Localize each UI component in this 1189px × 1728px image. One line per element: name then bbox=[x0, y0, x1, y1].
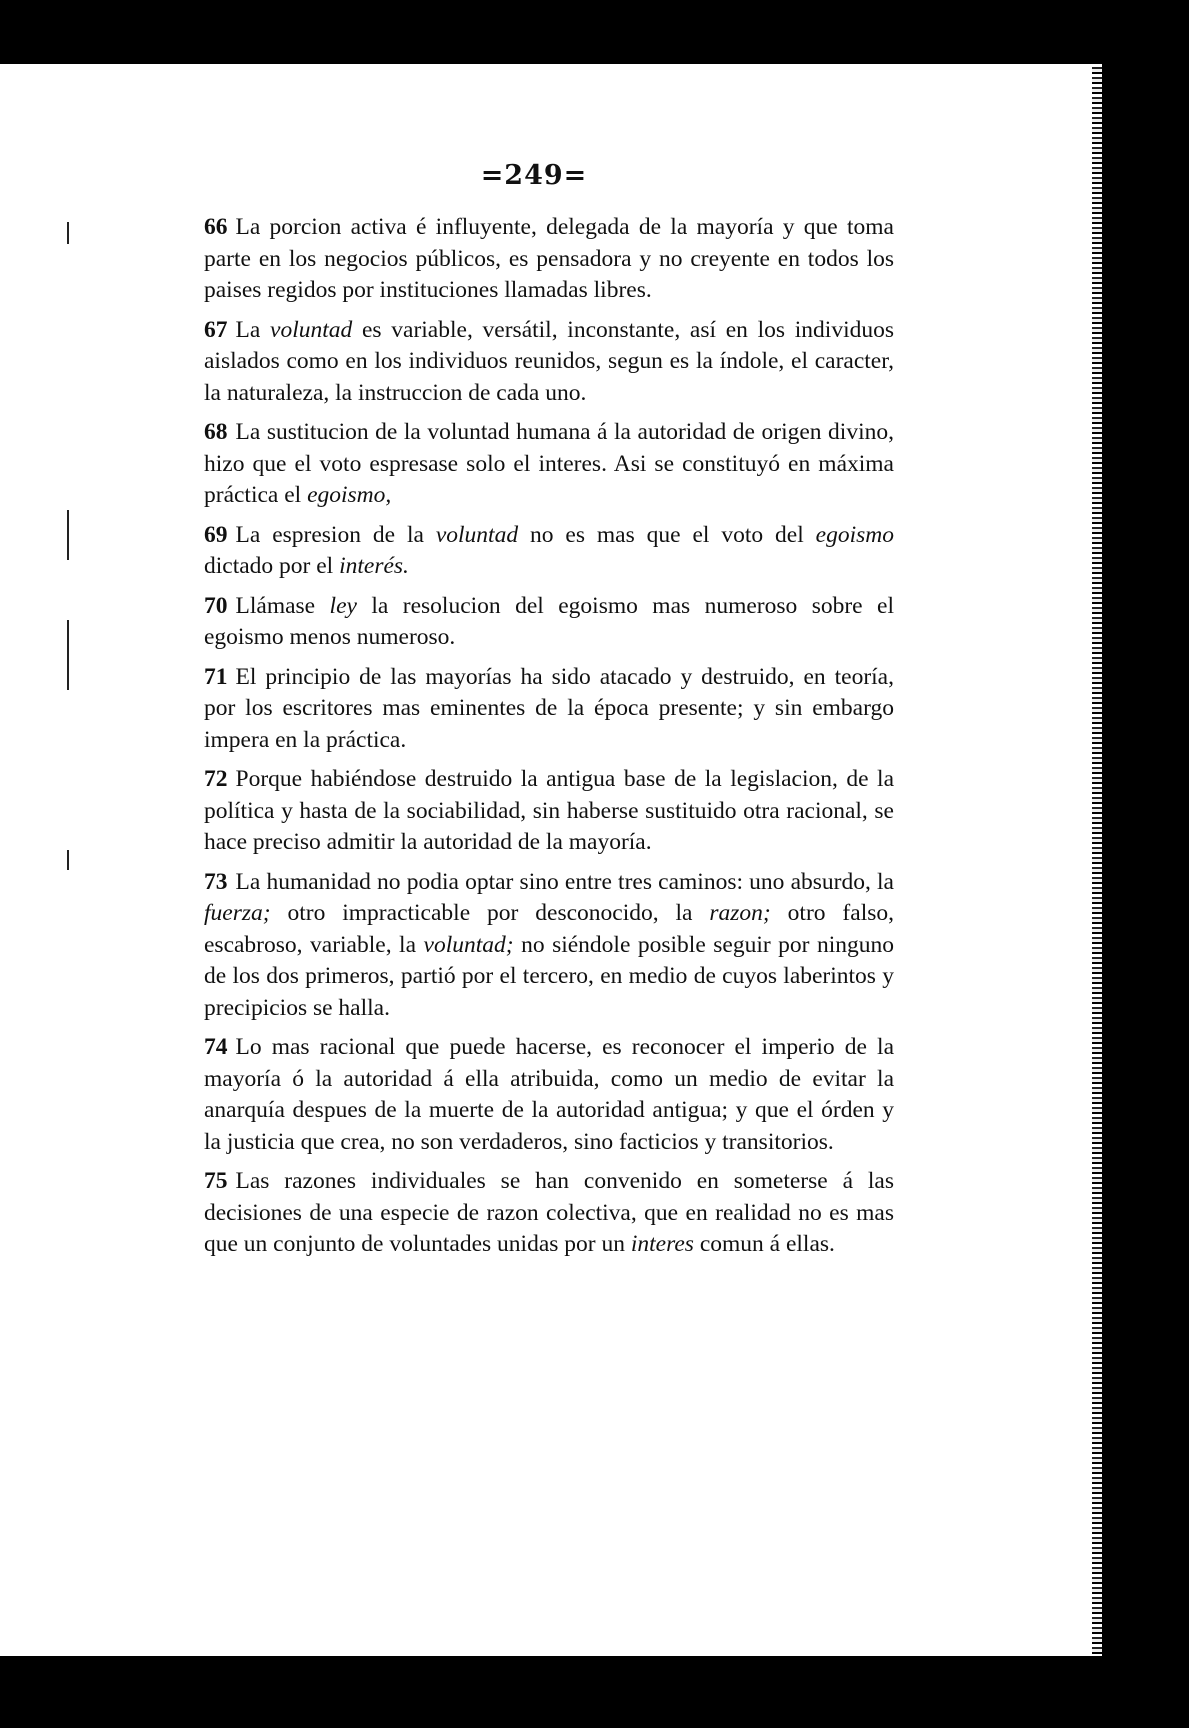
paragraph-68 bbox=[204, 417, 894, 512]
page-edge bbox=[1092, 64, 1102, 1656]
text-run: Porque habiéndose destruido la antigua base de la legislacion, de la política y hasta de la sociabilidad, sin haberse sustituido otra racional, se hace preciso admitir la autoridad de la mayoría. bbox=[204, 766, 894, 855]
paragraph-number: 73 bbox=[204, 868, 228, 895]
text-run: la resolucion del egoismo mas numeroso sobre el egoismo menos numeroso. bbox=[204, 592, 894, 650]
text-run: comun á ellas. bbox=[693, 1231, 835, 1257]
margin-mark bbox=[67, 222, 69, 244]
paragraph-number: 67 bbox=[204, 316, 228, 343]
italic-text: voluntad; bbox=[423, 931, 514, 958]
text-run: Las razones individuales se han convenido en someterse á las decisiones de una especie de razon colectiva, que en realidad no es mas que un conjunto de voluntades unidas por un bbox=[204, 1168, 894, 1257]
paragraph-72 bbox=[204, 764, 894, 859]
text-run: La sustitucion de la voluntad humana á la autoridad de origen divino, hizo que el voto espresase solo el interes. Asi se constituyó en máxima práctica el bbox=[204, 419, 894, 508]
italic-text: ley bbox=[329, 592, 357, 619]
paragraph-number: 71 bbox=[204, 663, 228, 690]
margin-mark bbox=[67, 850, 69, 870]
text-run: La espresion de la bbox=[235, 521, 436, 548]
text-run: El principio de las mayorías ha sido atacado y destruido, en teoría, por los escritores mas eminentes de la época presente; y sin embargo impera en la práctica. bbox=[204, 663, 894, 753]
margin-mark bbox=[67, 510, 69, 560]
italic-text: voluntad bbox=[270, 316, 353, 343]
text-run: La humanidad no podia optar sino entre tres caminos: uno absurdo, la bbox=[235, 868, 894, 895]
italic-text: fuerza; bbox=[204, 900, 271, 926]
text-run: es variable, versátil, inconstante, así en los individuos aislados como en los individuos reunidos, segun es la índole, el caracter, la naturaleza, la instruccion de cada uno. bbox=[204, 316, 894, 406]
italic-text: egoismo, bbox=[307, 482, 392, 508]
paragraph-71 bbox=[204, 662, 894, 757]
text-run: otro falso, escabroso, variable, la bbox=[204, 900, 894, 958]
text-run: Llámase bbox=[235, 592, 330, 619]
paragraph-75 bbox=[204, 1166, 894, 1261]
text-run: otro impracticable por desconocido, la bbox=[270, 900, 710, 926]
paragraph-number: 66 bbox=[204, 214, 228, 240]
paragraph-number: 69 bbox=[204, 521, 228, 548]
italic-text: voluntad bbox=[435, 521, 519, 548]
italic-text: razon; bbox=[709, 900, 771, 926]
paragraph-number: 75 bbox=[204, 1168, 228, 1194]
paragraph-69 bbox=[204, 520, 894, 583]
text-run: no siéndole posible seguir por ninguno de los dos primeros, partió por el tercero, en medio de cuyos laberintos y precipicios se halla. bbox=[204, 931, 895, 1021]
paragraph-73 bbox=[204, 867, 894, 1025]
margin-mark bbox=[67, 620, 69, 690]
text-run: La porcion activa é influyente, delegada de la mayoría y que toma parte en los negocios públicos, es pensadora y no creyente en todos los paises regidos por instituciones llamadas libres. bbox=[204, 214, 894, 303]
italic-text: egoismo bbox=[815, 521, 894, 548]
text-run: Lo mas racional que puede hacerse, es reconocer el imperio de la mayoría ó la autoridad á ella atribuida, como un medio de evitar la anarquía despues de la muerte de la autoridad antigua; y que el órden y la justicia que crea, no son verdaderos, sino facticios y transitorios. bbox=[204, 1034, 894, 1155]
paragraph-67 bbox=[204, 315, 894, 410]
paragraph-74 bbox=[204, 1032, 894, 1158]
page-number: =249= bbox=[480, 160, 588, 191]
body-text bbox=[204, 212, 894, 1269]
paragraph-number: 72 bbox=[204, 766, 228, 792]
text-run: La bbox=[235, 316, 271, 343]
paragraph-number: 68 bbox=[204, 419, 228, 445]
italic-text: interés. bbox=[339, 553, 409, 579]
paragraph-number: 74 bbox=[204, 1034, 228, 1060]
paragraph-66 bbox=[204, 212, 894, 307]
italic-text: interes bbox=[630, 1231, 694, 1257]
text-run: no es mas que el voto del bbox=[518, 521, 816, 548]
paragraph-number: 70 bbox=[204, 592, 228, 619]
paragraph-70 bbox=[204, 591, 894, 654]
text-run: dictado por el bbox=[204, 553, 340, 579]
